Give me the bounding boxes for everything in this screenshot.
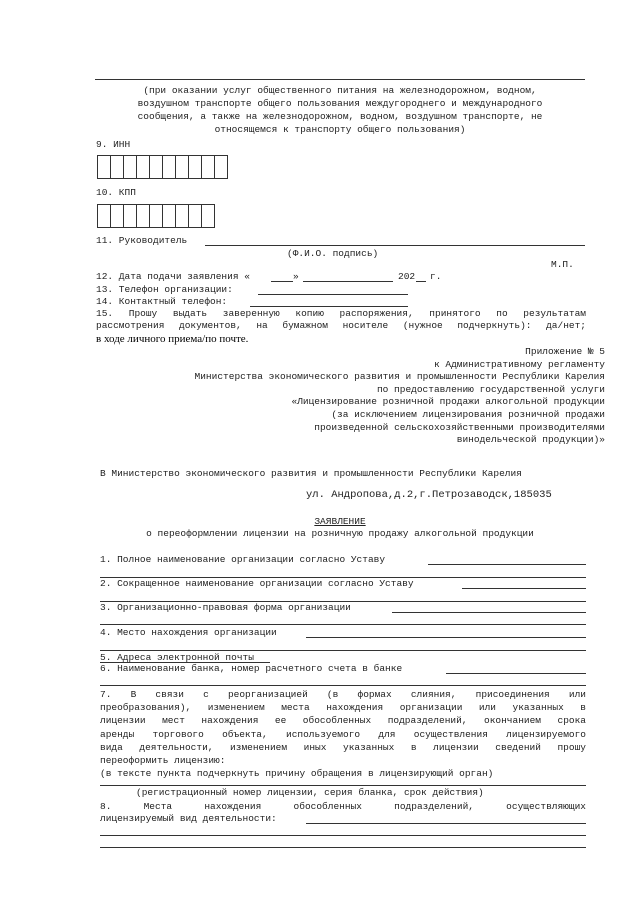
date-label: 12. Дата подачи заявления «	[96, 271, 250, 282]
kpp-label: 10. КПП	[96, 187, 136, 198]
head-field[interactable]	[205, 245, 585, 246]
q7-line: лицензии мест нахождения ее обособленных подразделений, окончанием срока	[100, 715, 586, 727]
q7-line: переоформить лицензию:	[100, 755, 226, 767]
q4-field[interactable]	[306, 637, 586, 638]
date-day-field[interactable]	[271, 281, 293, 282]
q7-line: 7. В связи с реорганизацией (в формах слияния, присоединения или	[100, 689, 586, 700]
q6-field-continued[interactable]	[100, 685, 586, 686]
intro-line: воздушном транспорте общего пользования междугороднего и международного	[137, 98, 543, 109]
q3-field-continued[interactable]	[100, 624, 586, 625]
q8-line2: лицензируемый вид деятельности:	[100, 813, 277, 824]
q4-field-continued[interactable]	[100, 650, 586, 651]
inn-boxes[interactable]	[97, 155, 227, 179]
license-number-field[interactable]	[100, 785, 586, 786]
inn-label: 9. ИНН	[96, 139, 131, 150]
q4-label: 4. Место нахождения организации	[100, 627, 277, 638]
appendix-line: Приложение № 5	[525, 346, 605, 357]
top-rule	[95, 79, 585, 80]
q6-label: 6. Наименование банка, номер расчетного счета в банке	[100, 663, 403, 674]
stamp-mark: М.П.	[551, 259, 574, 270]
q3-field[interactable]	[392, 612, 586, 613]
q8-field-3[interactable]	[100, 847, 586, 848]
q6-field[interactable]	[446, 673, 586, 674]
org-phone-field[interactable]	[258, 294, 408, 295]
contact-phone-field[interactable]	[250, 306, 408, 307]
org-phone-label: 13. Телефон организации:	[96, 284, 233, 295]
appendix-line: к Административному регламенту	[433, 358, 605, 370]
q7-line: преобразования), изменением места нахождения организации или указанных в	[100, 702, 586, 714]
addressee: В Министерство экономического развития и промышленности Республики Карелия	[100, 468, 522, 479]
intro-line: (при оказании услуг общественного питания на железнодорожном, водном,	[143, 85, 537, 96]
q8-line1: 8. Места нахождения обособленных подразделений, осуществляющих	[100, 801, 586, 812]
q3-label: 3. Организационно-правовая форма организации	[100, 602, 351, 613]
q1-field[interactable]	[428, 564, 586, 565]
date-quote: »	[293, 271, 299, 282]
reg-caption: (регистрационный номер лицензии, серия бланка, срок действия)	[136, 787, 484, 798]
q1-label: 1. Полное наименование организации согласно Уставу	[100, 554, 386, 565]
date-year: 202	[398, 271, 416, 282]
q2-field[interactable]	[462, 588, 586, 589]
q2-label: 2. Сокращенное наименование организации согласно Уставу	[100, 578, 414, 589]
intro-line: сообщения, а также на железнодорожном, водном, воздушном транспорте, не	[137, 111, 543, 122]
appendix-line: Министерства экономического развития и промышленности Республики Карелия	[194, 371, 605, 383]
appendix-line: винодельческой продукции)»	[456, 434, 605, 446]
q7-note: (в тексте пункта подчеркнуть причину обращения в лицензирующий орган)	[100, 768, 494, 780]
date-year-field[interactable]	[416, 281, 426, 282]
q7-text	[100, 688, 586, 780]
date-suffix: г.	[430, 271, 442, 282]
appendix-block	[100, 346, 605, 447]
copy-request-line1: 15. Прошу выдать заверенную копию распоряжения, принятого по результатам	[96, 308, 586, 319]
contact-phone-label: 14. Контактный телефон:	[96, 296, 228, 307]
head-label: 11. Руководитель	[96, 235, 188, 246]
appendix-line: (за исключением лицензирования розничной продажи	[331, 408, 605, 420]
appendix-line: по предоставлению государственной услуги	[376, 383, 605, 395]
q8-field-2[interactable]	[100, 835, 586, 836]
q7-line: вида деятельности, изменением иных указанных в лицензии сведений прошу	[100, 741, 586, 753]
intro-line: относящемся к транспорту общего пользования)	[214, 124, 466, 135]
kpp-boxes[interactable]	[97, 204, 214, 228]
appendix-line: «Лицензирование розничной продажи алкогольной продукции	[291, 396, 605, 408]
q5-label: 5. Адреса электронной почты	[100, 652, 254, 663]
intro-note	[95, 84, 585, 136]
copy-request-line2: рассмотрения документов, на бумажном носителе (нужное подчеркнуть): да/нет;	[96, 320, 586, 331]
fio-caption: (Ф.И.О. подпись)	[287, 248, 379, 259]
copy-request-line3: в ходе личного приема/по почте.	[96, 333, 249, 345]
doc-title: ЗАЯВЛЕНИЕ	[314, 516, 366, 527]
q7-line: аренды торгового объекта, используемого для осуществления лицензируемого	[100, 728, 586, 740]
date-month-field[interactable]	[303, 281, 393, 282]
appendix-line: произведенной сельскохозяйственными производителями	[314, 421, 605, 433]
doc-subtitle: о переоформлении лицензии на розничную продажу алкогольной продукции	[146, 528, 534, 539]
q8-field[interactable]	[306, 823, 586, 824]
ministry-address: ул. Андропова,д.2,г.Петрозаводск,185035	[306, 489, 552, 501]
